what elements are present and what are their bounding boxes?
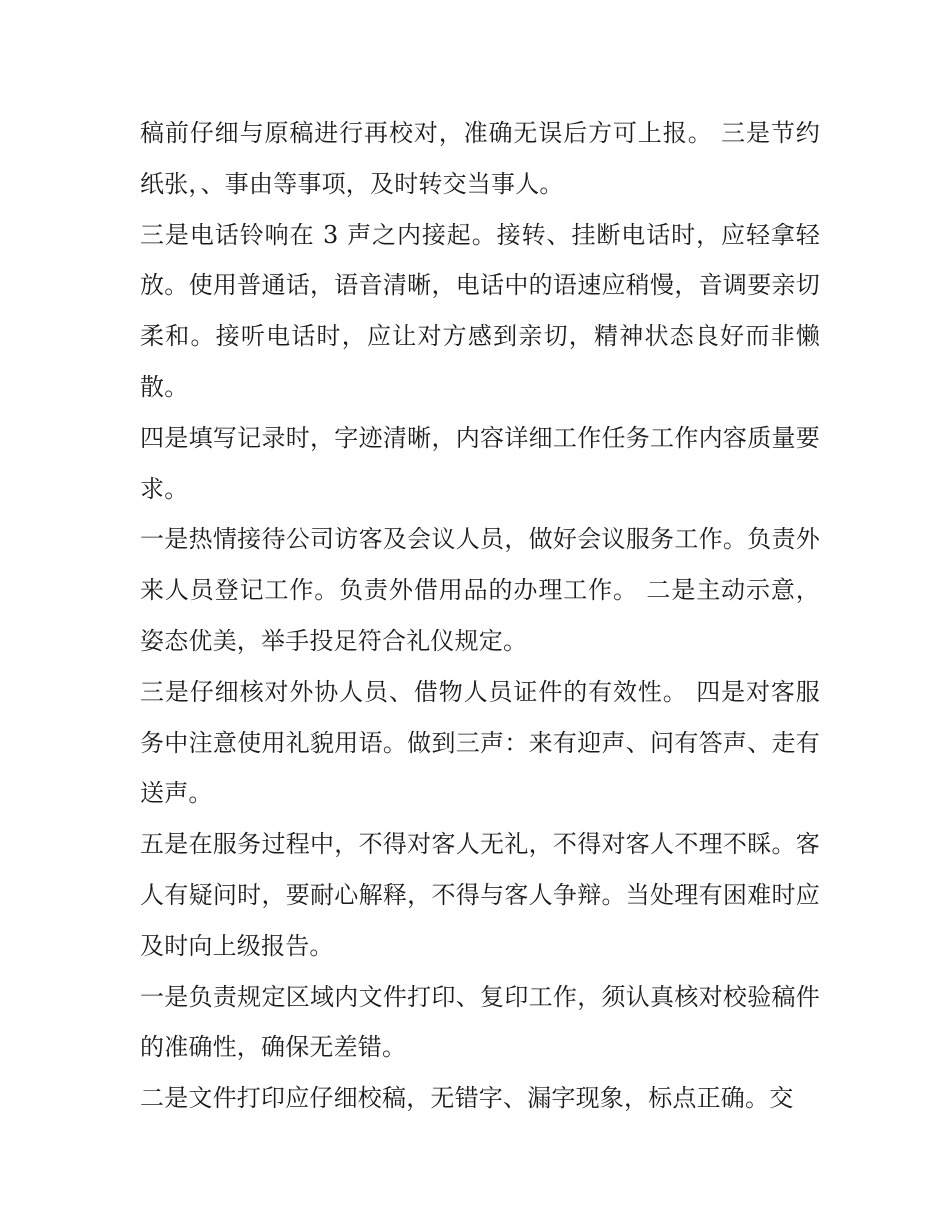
paragraph: 稿前仔细与原稿进行再校对，准确无误后方可上报。 三是节约纸张，、事由等事项，及时转交当事人。: [140, 119, 820, 198]
paragraph: 三是电话铃响在 3 声之内接起。接转、挂断电话时，应轻拿轻放。使用普通话，语音清晰，电话中的语速应稍慢，音调要亲切柔和。接听电话时，应让对方感到亲切，精神状态良好而非懒散。: [140, 220, 820, 401]
paragraph: 一是热情接待公司访客及会议人员，做好会议服务工作。负责外来人员登记工作。负责外借用品的办理工作。 二是主动示意，姿态优美，举手投足符合礼仪规定。: [140, 525, 820, 655]
paragraph: 五是在服务过程中，不得对客人无礼，不得对客人不理不睬。客人有疑问时，要耐心解释，不得与客人争辩。当处理有困难时应及时向上级报告。: [140, 830, 820, 960]
paragraph: 一是负责规定区域内文件打印、复印工作，须认真核对校验稿件的准确性，确保无差错。: [140, 982, 820, 1062]
paragraph: 四是填写记录时，字迹清晰，内容详细工作任务工作内容质量要求。: [140, 423, 820, 503]
document-body: [140, 108, 820, 1124]
paragraph: 三是仔细核对外协人员、借物人员证件的有效性。 四是对客服务中注意使用礼貌用语。做到三声：来有迎声、问有答声、走有送声。: [140, 677, 820, 808]
paragraph: 二是文件打印应仔细校稿，无错字、漏字现象，标点正确。交: [140, 1084, 794, 1113]
